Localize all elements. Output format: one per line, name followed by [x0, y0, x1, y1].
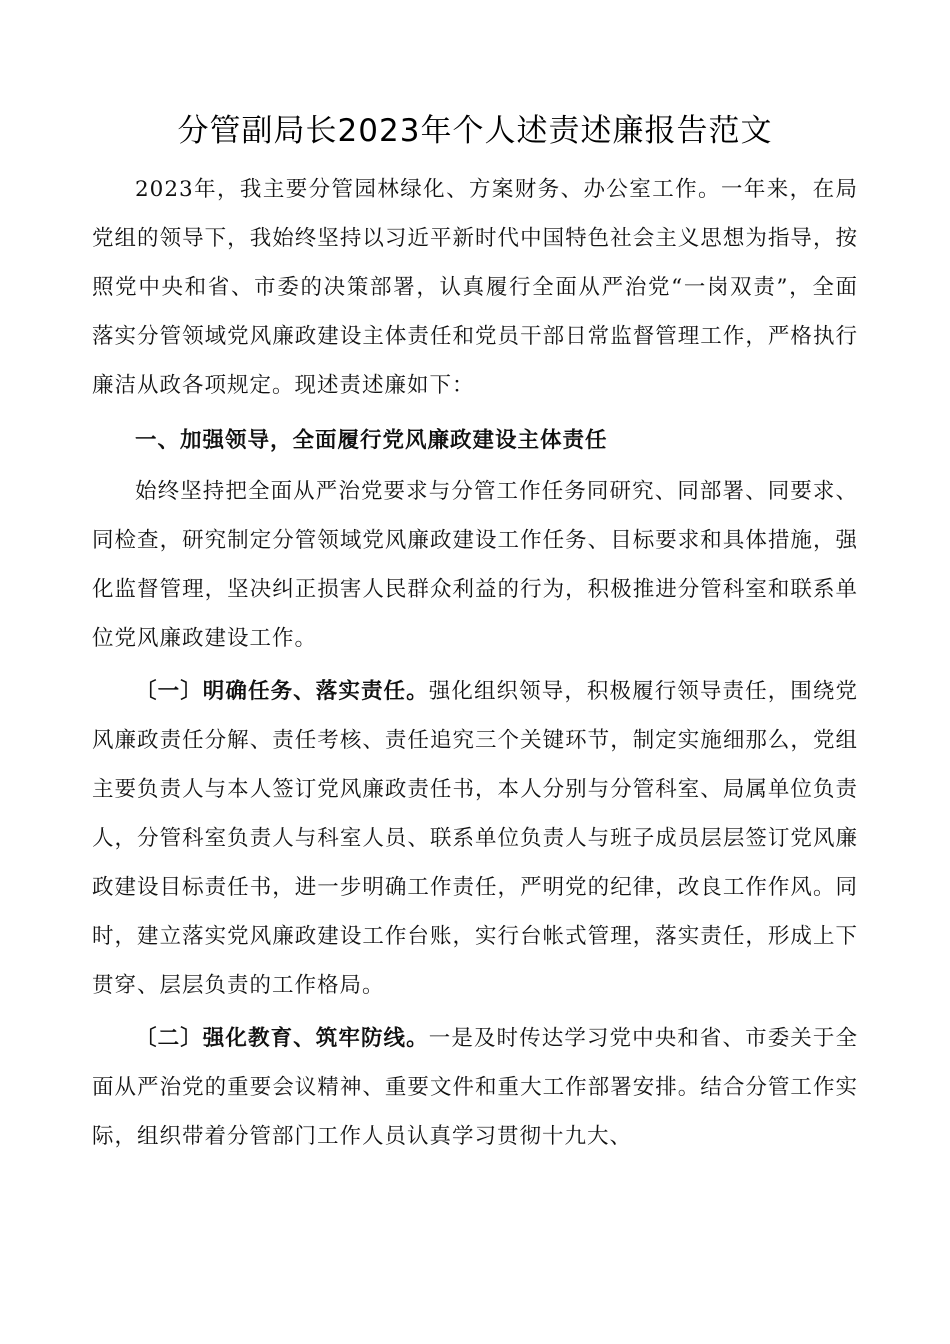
subsection-1-body: 强化组织领导，积极履行领导责任，围绕党风廉政责任分解、责任考核、责任追究三个关键环节，制定实施细那么，党组主要负责人与本人签订党风廉政责任书，本人分别与分管科室、局属单位负责人，分管科室负责人与科室人员、联系单位负责人与班子成员层层签订党风廉政建设目标责任书，进一步明确工作责任，严明党的纪律，改良工作作风。同时，建立落实党风廉政建设工作台账，实行台帐式管理，落实责任，形成上下贯穿、层层负责的工作格局。 — [92, 679, 858, 998]
subsection-1-lead: 〔一〕明确任务、落实责任。 — [135, 679, 429, 704]
subsection-2-lead: 〔二〕强化教育、筑牢防线。 — [135, 1026, 429, 1051]
subsection-2-paragraph — [92, 1014, 858, 1161]
section-1-heading: 一、加强领导，全面履行党风廉政建设主体责任 — [135, 428, 608, 453]
intro-paragraph: 2023年，我主要分管园林绿化、方案财务、办公室工作。一年来，在局党组的领导下，我始终坚持以习近平新时代中国特色社会主义思想为指导，按照党中央和省、市委的决策部署，认真履行全面从严治党“一岗双责”，全面落实分管领域党风廉政建设主体责任和党员干部日常监督管理工作，严格执行廉洁从政各项规定。现述责述廉如下： — [92, 177, 858, 398]
subsection-1-paragraph — [92, 667, 858, 1010]
subsection-2-body: 一是及时传达学习党中央和省、市委关于全面从严治党的重要会议精神、重要文件和重大工作部署安排。结合分管工作实际，组织带着分管部门工作人员认真学习贯彻十九大、 — [92, 1026, 858, 1149]
document-title: 分管副局长2023年个人述责述廉报告范文 — [177, 113, 773, 149]
section-1-body: 始终坚持把全面从严治党要求与分管工作任务同研究、同部署、同要求、同检查，研究制定分管领域党风廉政建设工作任务、目标要求和具体措施，强化监督管理，坚决纠正损害人民群众利益的行为，积极推进分管科室和联系单位党风廉政建设工作。 — [92, 479, 858, 651]
